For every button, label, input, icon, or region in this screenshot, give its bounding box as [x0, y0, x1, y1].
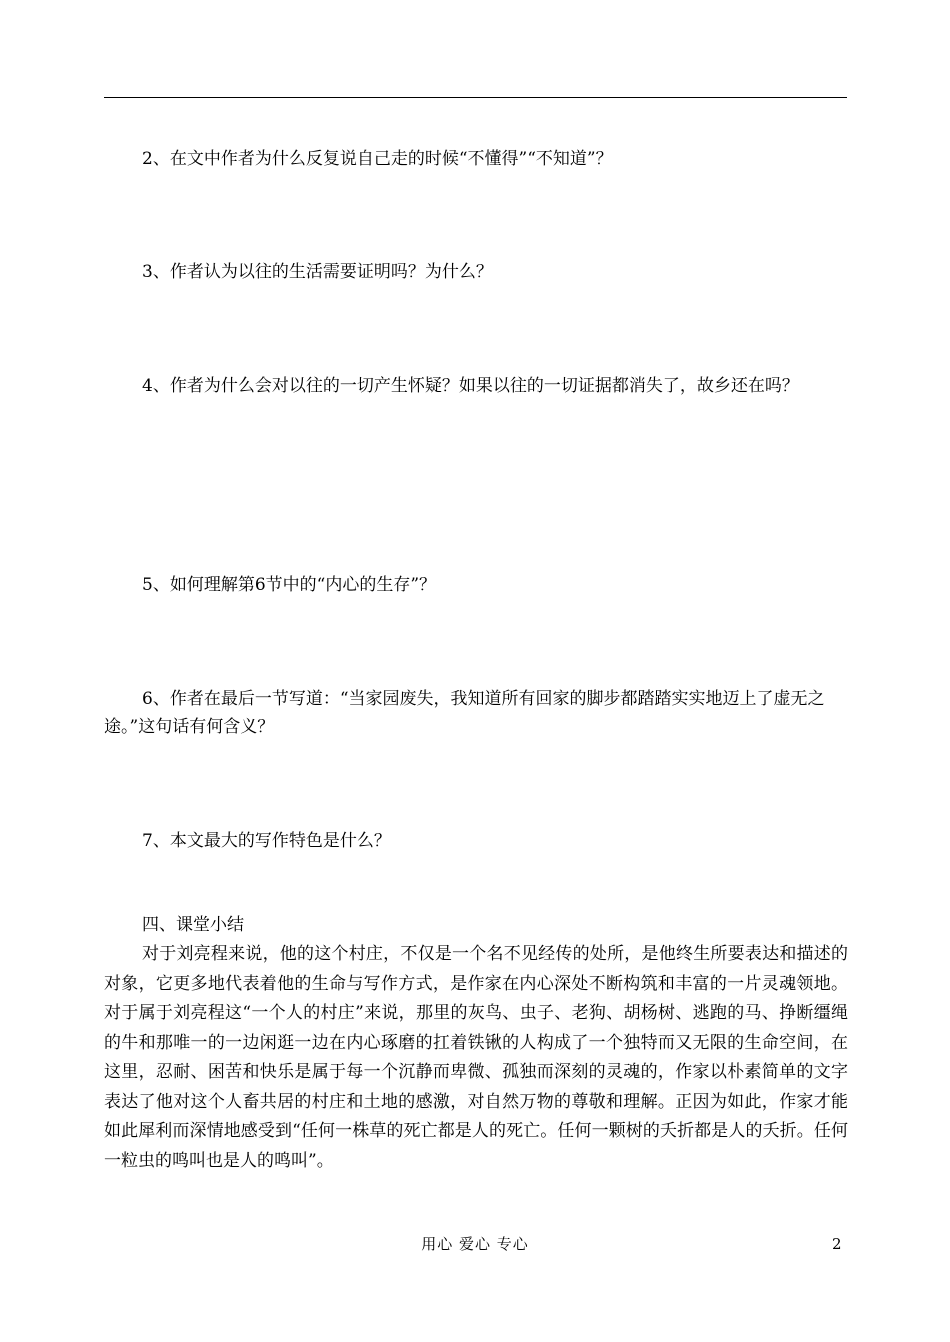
question-4: 4、作者为什么会对以往的一切产生怀疑？如果以往的一切证据都消失了，故乡还在吗？ [142, 376, 799, 396]
question-2: 2、在文中作者为什么反复说自己走的时候“不懂得”“不知道”？ [142, 149, 613, 169]
summary-paragraph: 对于刘亮程来说，他的这个村庄，不仅是一个名不见经传的处所，是他终生所要表达和描述的对象，它更多地代表着他的生命与写作方式，是作家在内心深处不断构筑和丰富的一片灵魂领地。对于属于刘亮程这“一个人的村庄”来说，那里的灰鸟、虫子、老狗、胡杨树、逃跑的马、挣断缰绳的牛和那唯一的一边闲逛一边在内心琢磨的扛着铁锹的人构成了一个独特而又无限的生命空间，在这里，忍耐、困苦和快乐是属于每一个沉静而卑微、孤独而深刻的灵魂的，作家以朴素简单的文字表达了他对这个人畜共居的村庄和土地的感激，对自然万物的尊敬和理解。正因为如此，作家才能如此犀利而深情地感受到“任何一株草的死亡都是人的死亡。任何一颗树的夭折都是人的夭折。任何一粒虫的鸣叫也是人的鸣叫”。 [104, 944, 848, 1171]
question-7: 7、本文最大的写作特色是什么？ [142, 831, 391, 851]
summary-heading: 四、课堂小结 [142, 915, 244, 935]
question-5: 5、如何理解第6节中的“内心的生存”？ [142, 575, 437, 595]
footer-motto: 用心 爱心 专心 [421, 1235, 529, 1253]
question-6: 6、作者在最后一节写道：“当家园废失，我知道所有回家的脚步都踏踏实实地迈上了虚无之途。”这句话有何含义？ [104, 689, 825, 737]
page-number: 2 [832, 1235, 842, 1253]
question-3: 3、作者认为以往的生活需要证明吗？为什么？ [142, 262, 493, 282]
header-rule [104, 97, 847, 98]
